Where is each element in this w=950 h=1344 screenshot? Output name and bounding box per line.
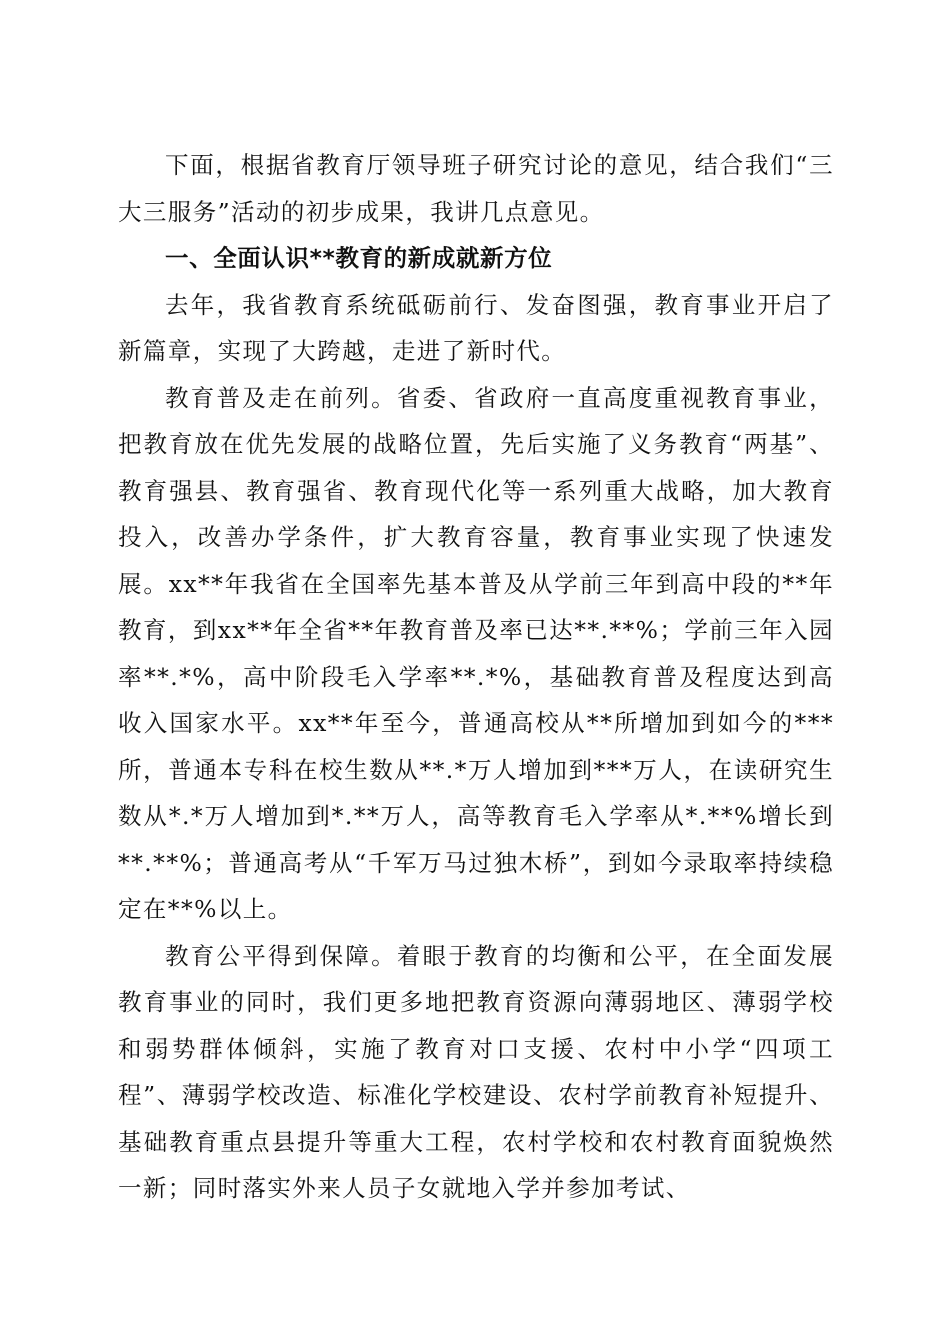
section-heading: 一、全面认识**教育的新成就新方位 bbox=[165, 244, 553, 272]
paragraph-education-popularization: 教育普及走在前列。省委、省政府一直高度重视教育事业，把教育放在优先发展的战略位置，先后实施了义务教育“两基”、教育强县、教育强省、教育现代化等一系列重大战略，加大教育投入，改善办学条件，扩大教育容量，教育事业实现了快速发展。xx**年我省在全国率先基本普及从学前三年到高中段的**年教育，到xx**年全省**年教育普及率已达**.**%；学前三年入园率**.*%，高中阶段毛入学率**.*%，基础教育普及程度达到高收入国家水平。xx**年至今，普通高校从**所增加到如今的***所，普通本专科在校生数从**.*万人增加到***万人，在读研究生数从*.*万人增加到*.**万人，高等教育毛入学率从*.**%增长到**.**%；普通高考从“千军万马过独木桥”，到如今录取率持续稳定在**%以上。 bbox=[118, 383, 834, 923]
paragraph-intro: 下面，根据省教育厅领导班子研究讨论的意见，结合我们“三大三服务”活动的初步成果，我讲几点意见。 bbox=[118, 151, 834, 226]
paragraph-overview: 去年，我省教育系统砥砺前行、发奋图强，教育事业开启了新篇章，实现了大跨越，走进了新时代。 bbox=[118, 290, 834, 365]
document-body bbox=[118, 142, 834, 1212]
paragraph-education-equity: 教育公平得到保障。着眼于教育的均衡和公平，在全面发展教育事业的同时，我们更多地把教育资源向薄弱地区、薄弱学校和弱势群体倾斜，实施了教育对口支援、农村中小学“四项工程”、薄弱学校改造、标准化学校建设、农村学前教育补短提升、基础教育重点县提升等重大工程，农村学校和农村教育面貌焕然一新；同时落实外来人员子女就地入学并参加考试、 bbox=[118, 941, 834, 1202]
